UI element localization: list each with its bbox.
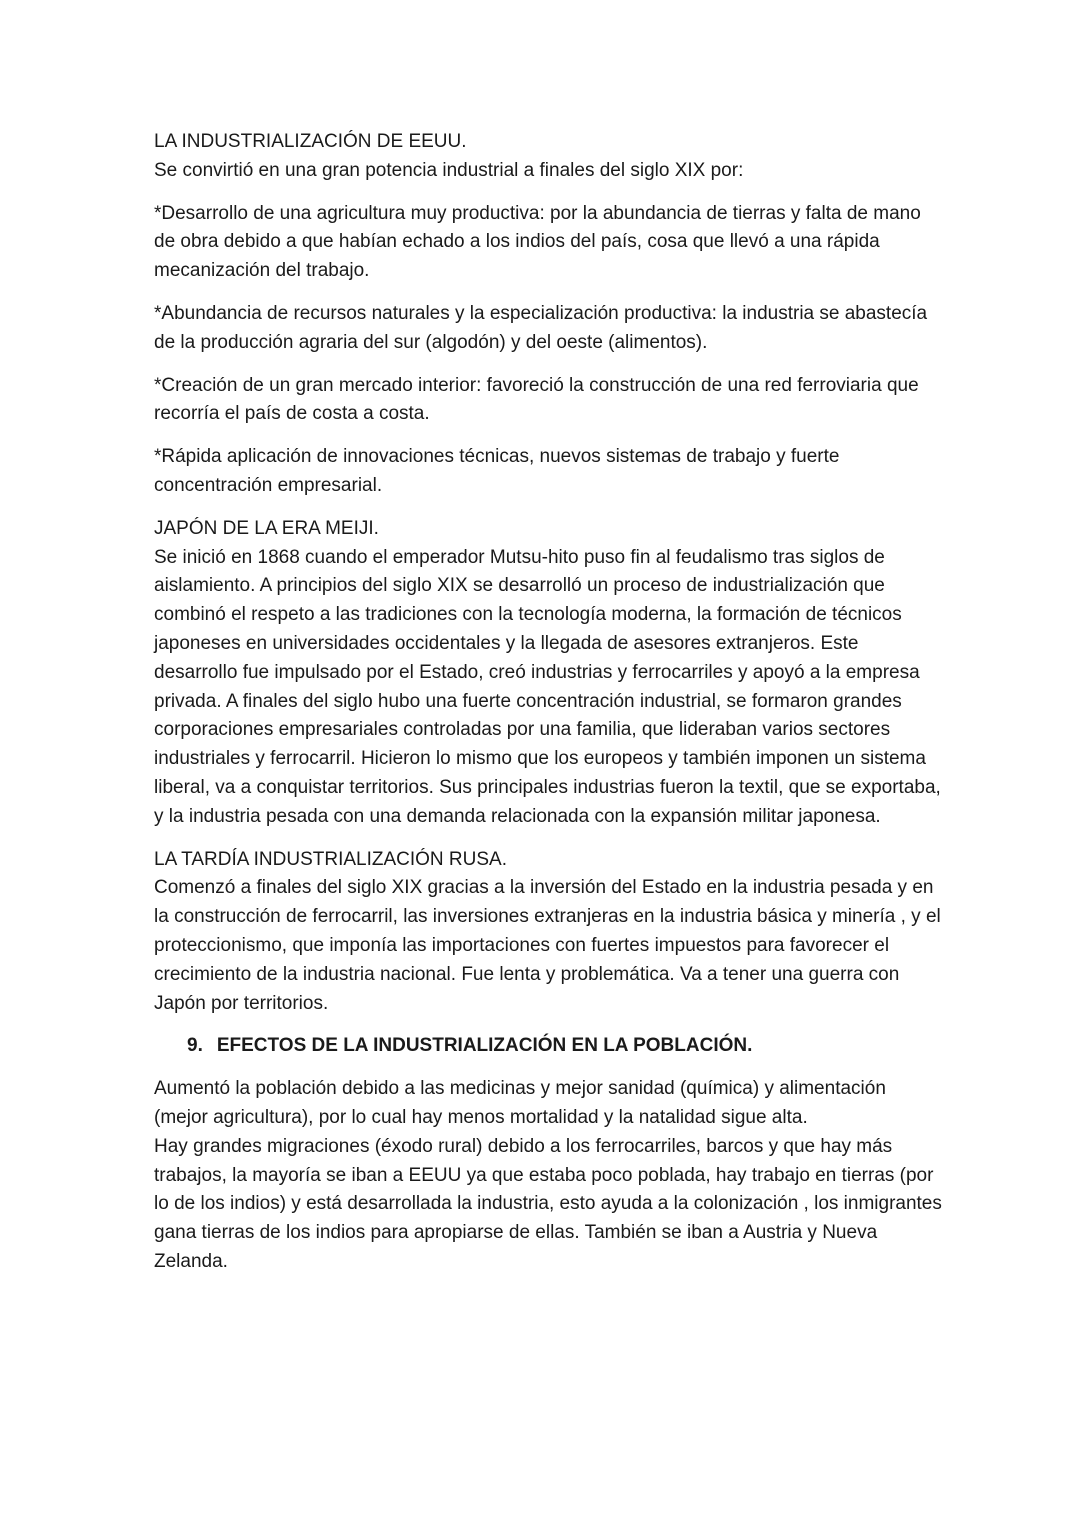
- section-body: Aumentó la población debido a las medicinas y mejor sanidad (química) y alimentación (mejor agricultura), por lo cual hay menos mortalidad y la natalidad sigue alta.: [154, 1078, 886, 1128]
- section-efectos: [154, 1032, 944, 1276]
- section-heading: LA TARDÍA INDUSTRIALIZACIÓN RUSA.: [154, 848, 507, 870]
- section-body: Se inició en 1868 cuando el emperador Mutsu-hito puso fin al feudalismo tras siglos de aislamiento. A principios del siglo XIX se desarrolló un proceso de industrialización que combinó el respeto a las tradiciones con la tecnología moderna, la formación de técnicos japoneses en universidades occidentales y la llegada de asesores extranjeros. Este desarrollo fue impulsado por el Estado, creó industrias y ferrocarriles y apoyó a la empresa privada. A finales del siglo hubo una fuerte concentración industrial, se formaron grandes corporaciones empresariales controladas por una familia, que lideraban varios sectores industriales y ferrocarril. Hicieron lo mismo que los europeos y también imponen un sistema liberal, va a conquistar territorios. Sus principales industrias fueron la textil, que se exportaba, y la industria pesada con una demanda relacionada con la expansión militar japonesa.: [154, 546, 941, 827]
- heading-text: EFECTOS DE LA INDUSTRIALIZACIÓN EN LA POBLACIÓN.: [216, 1035, 753, 1057]
- section-heading: JAPÓN DE LA ERA MEIJI.: [154, 517, 379, 539]
- section-eeuu: [154, 128, 944, 501]
- bullet-point: *Creación de un gran mercado interior: favoreció la construcción de una red ferroviaria que recorría el país de costa a costa.: [154, 374, 919, 425]
- section-heading: LA INDUSTRIALIZACIÓN DE EEUU.: [154, 131, 467, 152]
- section-japon: [154, 515, 944, 832]
- numbered-heading: [154, 1032, 944, 1061]
- section-body: Hay grandes migraciones (éxodo rural) debido a los ferrocarriles, barcos y que hay más trabajos, la mayoría se iban a EEUU ya que estaba poco poblada, hay trabajo en tierras (por lo de los indios) y está desarrollada la industria, esto ayuda a la colonización , los inmigrantes gana tierras de los indios para apropiarse de ellas. También se iban a Austria y Nueva Zelanda.: [154, 1135, 942, 1272]
- section-intro: Se convirtió en una gran potencia industrial a finales del siglo XIX por:: [154, 159, 744, 181]
- bullet-point: *Rápida aplicación de innovaciones técnicas, nuevos sistemas de trabajo y fuerte concentración empresarial.: [154, 446, 840, 496]
- section-rusia: [154, 846, 944, 1019]
- document-page: [154, 128, 944, 1277]
- heading-number: 9.: [187, 1035, 203, 1057]
- section-body: Comenzó a finales del siglo XIX gracias a la inversión del Estado en la industria pesada y en la construcción de ferrocarril, las inversiones extranjeras en la industria básica y minería , y el proteccionismo, que imponía las importaciones con fuertes impuestos para favorecer el crecimiento de la industria nacional. Fue lenta y problemática. Va a tener una guerra con Japón por territorios.: [154, 877, 941, 1014]
- bullet-point: *Desarrollo de una agricultura muy productiva: por la abundancia de tierras y falta de mano de obra debido a que habían echado a los indios del país, cosa que llevó a una rápida mecanización del trabajo.: [154, 202, 921, 282]
- bullet-point: *Abundancia de recursos naturales y la especialización productiva: la industria se abastecía de la producción agraria del sur (algodón) y del oeste (alimentos).: [154, 302, 928, 353]
